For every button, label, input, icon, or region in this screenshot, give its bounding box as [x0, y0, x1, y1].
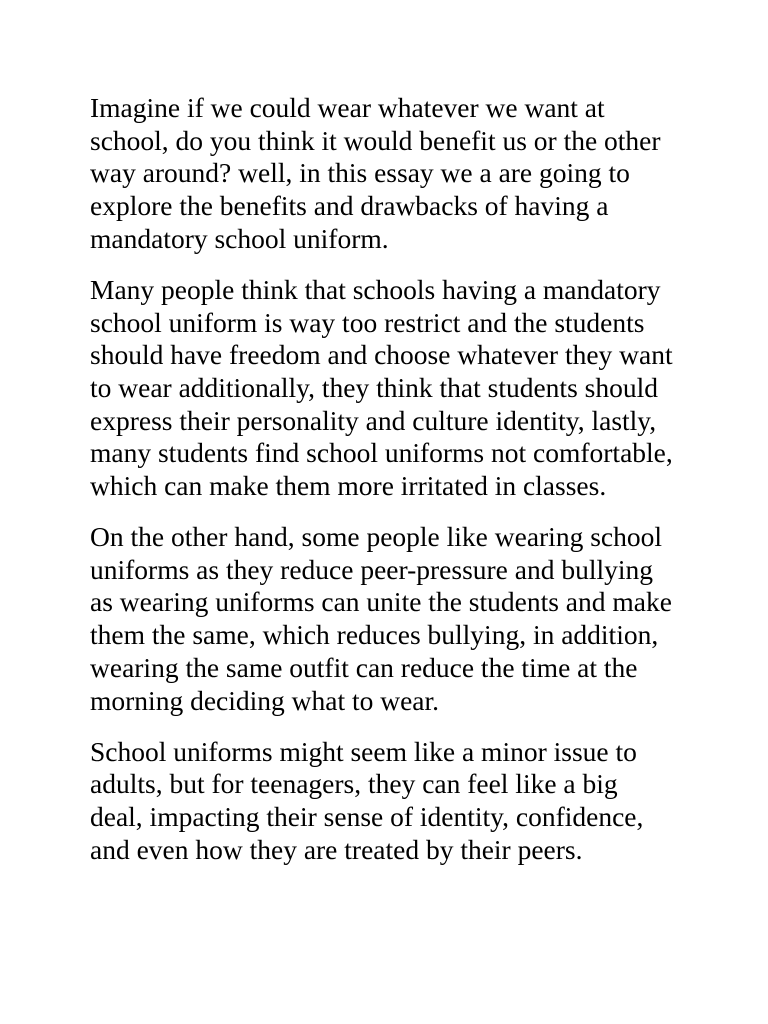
text-line: uniforms as they reduce peer-pressure and bullying: [90, 553, 654, 585]
text-line: them the same, which reduces bullying, in addition,: [90, 619, 659, 651]
text-line: morning deciding what to wear.: [90, 684, 440, 716]
text-line: way around? well, in this essay we a are going to: [90, 157, 630, 189]
text-line: many students find school uniforms not comfortable,: [90, 437, 673, 469]
paragraph-conclusion: [90, 736, 768, 867]
paragraph-drawbacks: [90, 274, 768, 503]
text-line: to wear additionally, they think that students should: [90, 371, 658, 403]
text-line: should have freedom and choose whatever they want: [90, 339, 673, 371]
text-line: as wearing uniforms can unite the students and make: [90, 586, 672, 618]
text-line: wearing the same outfit can reduce the time at the: [90, 651, 638, 683]
text-line: mandatory school uniform.: [90, 222, 389, 254]
text-line: Many people think that schools having a mandatory: [90, 273, 661, 305]
text-line: express their personality and culture identity, lastly,: [90, 404, 657, 436]
text-line: school, do you think it would benefit us or the other: [90, 124, 661, 156]
paragraph-benefits: [90, 521, 768, 717]
text-line: and even how they are treated by their peers.: [90, 833, 583, 865]
text-line: On the other hand, some people like wearing school: [90, 521, 662, 553]
text-line: school uniform is way too restrict and the students: [90, 306, 645, 338]
text-line: deal, impacting their sense of identity, confidence,: [90, 800, 644, 832]
text-line: which can make them more irritated in classes.: [90, 470, 607, 502]
paragraph-introduction: [90, 92, 768, 256]
text-line: School uniforms might seem like a minor issue to: [90, 735, 637, 767]
text-line: Imagine if we could wear whatever we want at: [90, 92, 605, 123]
text-line: adults, but for teenagers, they can feel like a big: [90, 768, 618, 800]
text-line: explore the benefits and drawbacks of having a: [90, 190, 609, 222]
